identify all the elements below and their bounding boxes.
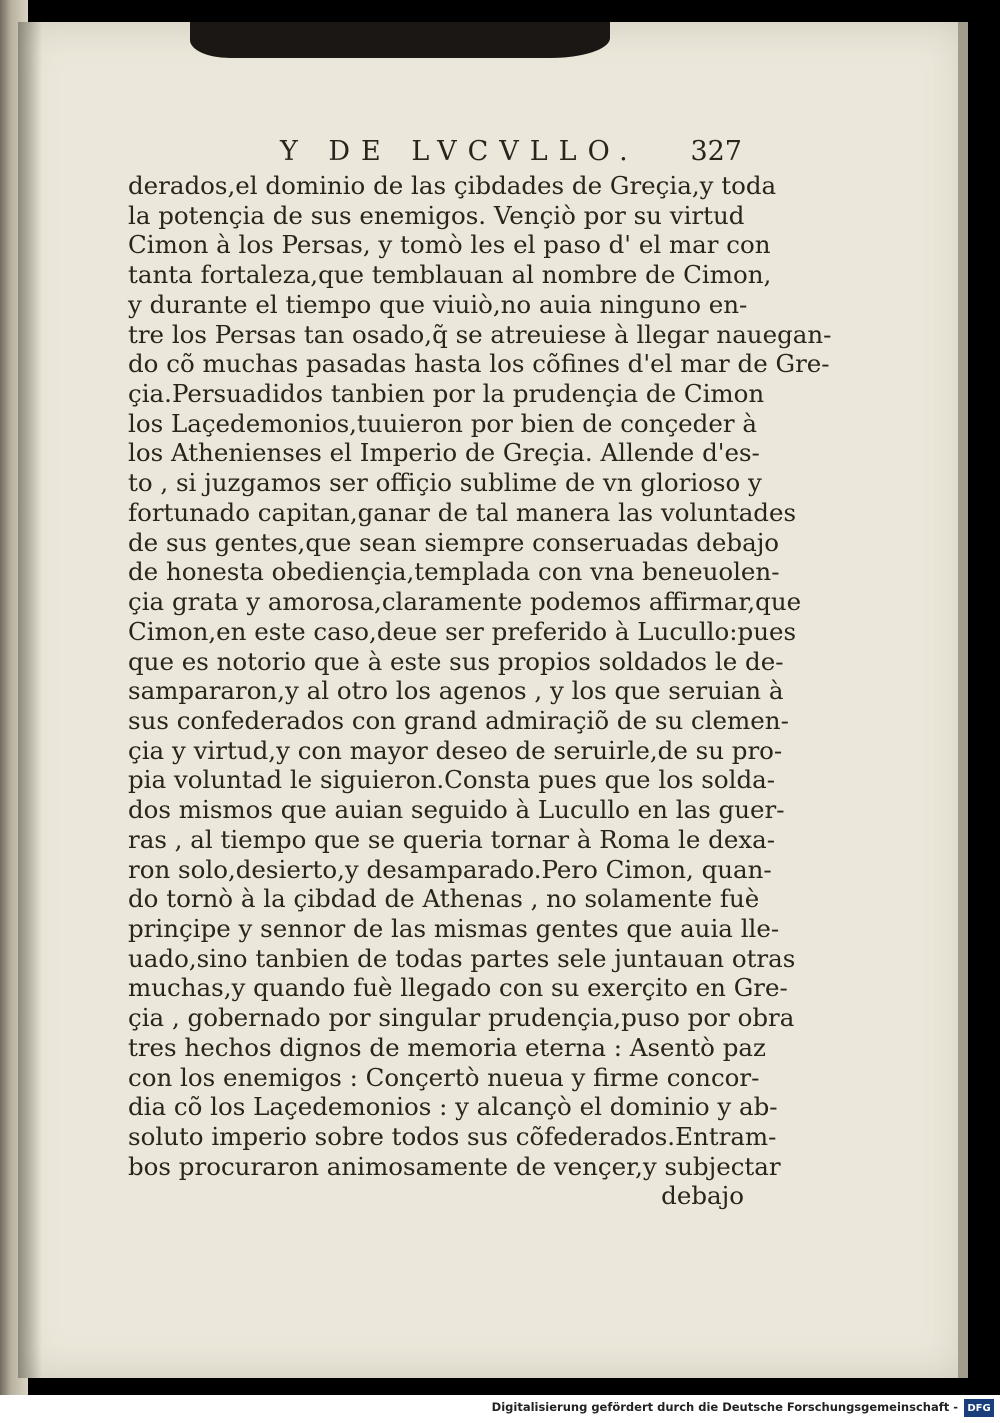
text-line: ras , al tiempo que se queria tornar à Roma le dexa-: [128, 824, 776, 854]
text-line: los Athenienses el Imperio de Greçia. Allende d'es-: [128, 438, 760, 468]
dfg-logo: DFG: [964, 1399, 994, 1417]
torn-page-top: [190, 22, 610, 58]
text-line: derados,el dominio de las çibdades de Greçia,y toda: [128, 171, 777, 200]
text-line: dos mismos que auian seguido à Lucullo en las guer-: [128, 795, 785, 825]
text-line: sampararon,y al otro los agenos , y los que seruian à: [128, 676, 784, 706]
text-line: y durante el tiempo que viuiò,no auia ninguno en-: [128, 289, 748, 319]
page-header: [130, 136, 742, 176]
running-title: Y DE LVCVLLO.: [280, 136, 639, 167]
text-line: do cõ muchas pasadas hasta los cõfines d'el mar de Gre-: [128, 349, 830, 379]
page-gutter-shadow: [18, 22, 42, 1378]
text-line: bos procuraron animosamente de vençer,y subjectar: [128, 1151, 781, 1181]
text-line: fortunado capitan,ganar de tal manera las voluntades: [128, 497, 797, 527]
text-line: que es notorio que à este sus propios soldados le de-: [128, 646, 784, 676]
text-line: dia cõ los Laçedemonios : y alcançò el dominio y ab-: [128, 1092, 778, 1122]
text-line: do tornò à la çibdad de Athenas , no solamente fuè: [128, 884, 760, 914]
text-line: muchas,y quando fuè llegado con su exerçito en Gre-: [128, 973, 788, 1003]
text-line: tanta fortaleza,que temblauan al nombre de Cimon,: [128, 260, 772, 290]
funding-credit: Digitalisierung gefördert durch die Deutsche Forschungsgemeinschaft -: [491, 1400, 958, 1414]
text-line: los Laçedemonios,tuuieron por bien de conçeder à: [128, 408, 757, 438]
text-line: Cimon à los Persas, y tomò les el paso d' el mar con: [128, 230, 771, 260]
text-line: prinçipe y sennor de las mismas gentes que auia lle-: [128, 913, 780, 943]
text-line: sus confederados con grand admiraçiõ de su clemen-: [128, 705, 789, 735]
text-line: debajo: [661, 1181, 744, 1211]
text-line: soluto imperio sobre todos sus cõfederados.Entram-: [128, 1122, 777, 1151]
digitization-footer: [0, 1395, 1000, 1423]
page-right-edge: [958, 22, 968, 1378]
text-line: ron solo,desierto,y desamparado.Pero Cimon, quan-: [128, 854, 772, 884]
text-line: tre los Persas tan osado,q̃ se atreuiese à llegar nauegan-: [128, 319, 832, 349]
text-line: tres hechos dignos de memoria eterna : Asentò paz: [128, 1032, 766, 1062]
text-line: çia y virtud,y con mayor deseo de seruirle,de su pro-: [128, 735, 783, 765]
text-line: de sus gentes,que sean siempre conseruadas debajo: [128, 527, 780, 557]
text-line: de honesta obediençia,templada con vna beneuolen-: [128, 557, 780, 587]
text-line: to , si juzgamos ser offiçio sublime de vn glorioso y: [128, 468, 762, 498]
text-line: uado,sino tanbien de todas partes sele juntauan otras: [128, 943, 796, 973]
text-line: pia voluntad le siguieron.Consta pues que los solda-: [128, 765, 776, 795]
text-line: çia , gobernado por singular prudençia,puso por obra: [128, 1003, 795, 1033]
page-number: 327: [690, 136, 742, 167]
text-line: Cimon,en este caso,deue ser preferido à Lucullo:pues: [128, 616, 797, 646]
text-line: çia grata y amorosa,claramente podemos affirmar,que: [128, 587, 802, 617]
text-line: çia.Persuadidos tanbien por la prudençia de Cimon: [128, 379, 765, 409]
text-line: la potençia de sus enemigos. Vençiò por su virtud: [128, 200, 745, 230]
body-text: [128, 171, 832, 1211]
text-line: con los enemigos : Conçertò nueua y firme concor-: [128, 1062, 760, 1092]
